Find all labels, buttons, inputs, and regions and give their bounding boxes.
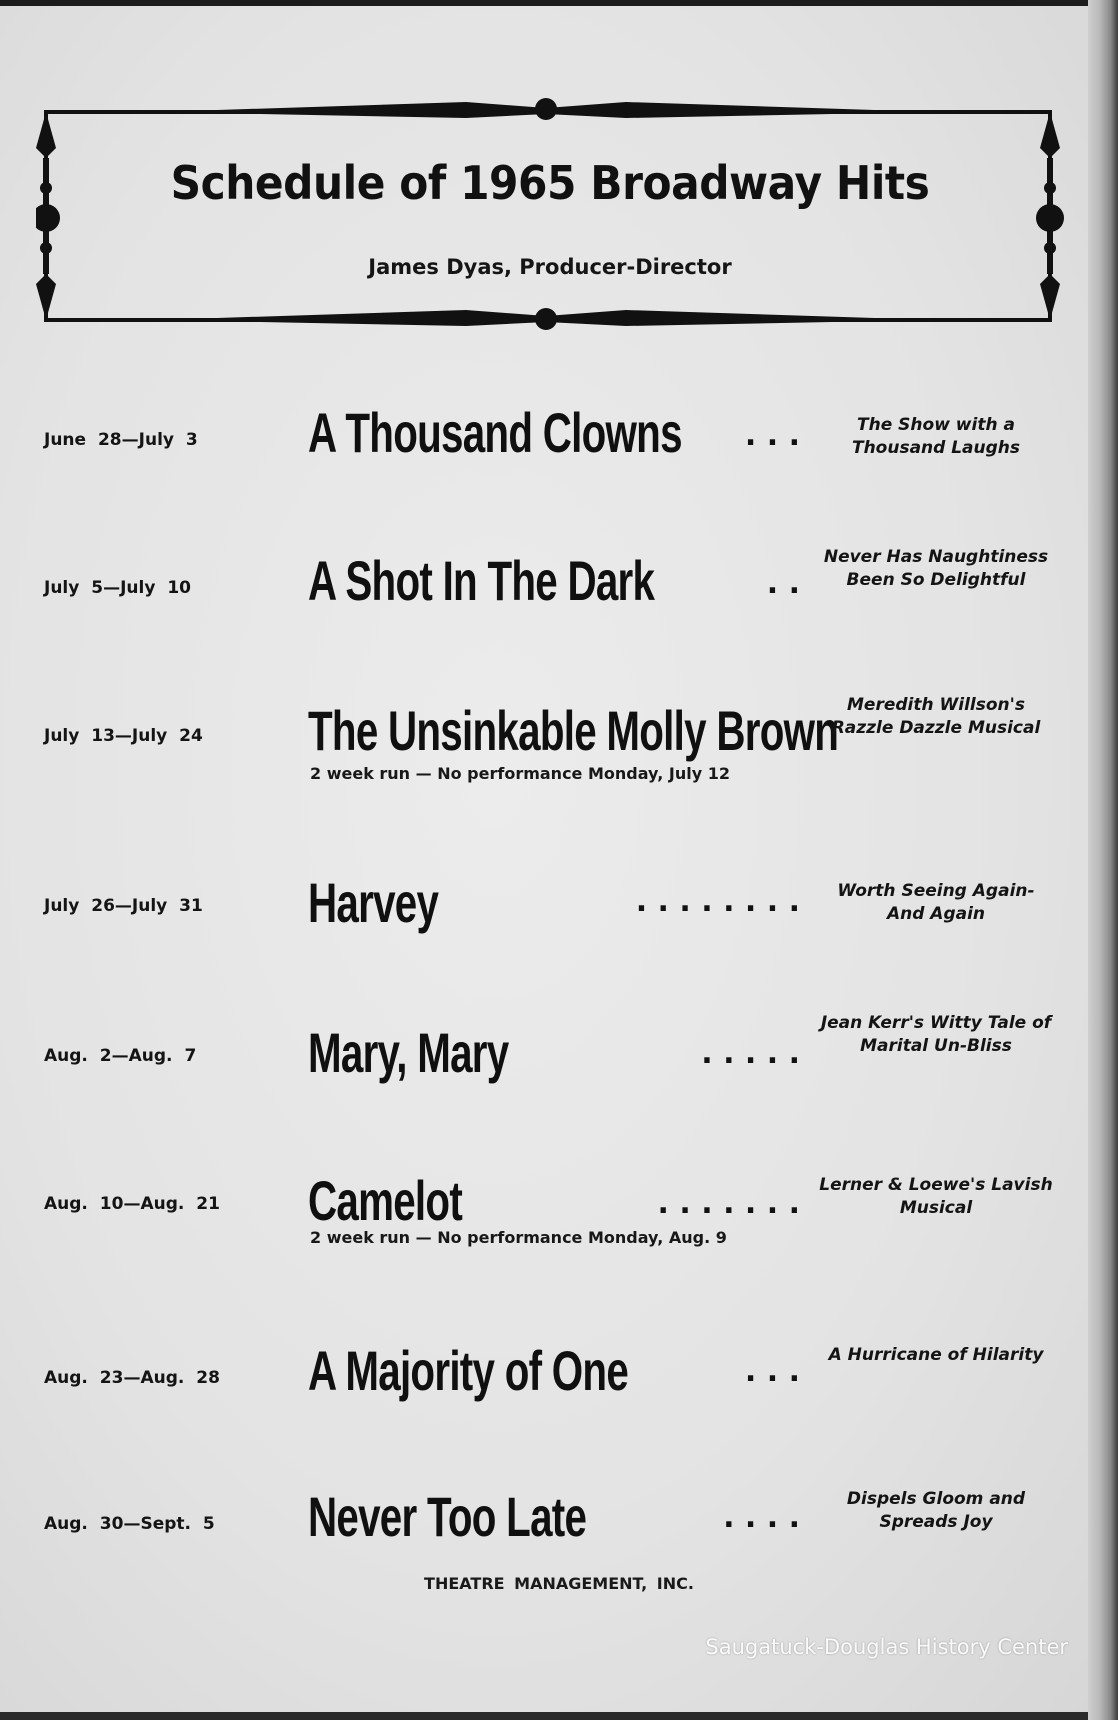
show-tagline: Dispels Gloom and Spreads Joy <box>846 1489 1026 1532</box>
show-title: A Shot In The Dark <box>308 549 655 612</box>
show-title: A Thousand Clowns <box>308 401 682 464</box>
leader-dots: . . <box>766 566 800 601</box>
run-dates: July 5—July 10 <box>44 578 191 598</box>
archive-watermark: Saugatuck-Douglas History Center <box>705 1635 1068 1659</box>
run-dates: July 13—July 24 <box>44 726 203 746</box>
leader-dots: . . . . . . . . <box>635 884 800 919</box>
top-edge <box>0 0 1118 6</box>
show-tagline: Meredith Willson's Razzle Dazzle Musical <box>831 695 1041 738</box>
run-dates: Aug. 30—Sept. 5 <box>44 1514 215 1534</box>
show-tagline: Never Has Naughtiness Been So Delightful <box>823 547 1049 590</box>
run-dates: Aug. 2—Aug. 7 <box>44 1046 197 1066</box>
booklet-spine-edge <box>1088 0 1118 1720</box>
run-dates: July 26—July 31 <box>44 896 203 916</box>
run-note: 2 week run — No performance Monday, Aug. 9 <box>310 1228 727 1247</box>
title-ornamental-frame <box>36 98 1066 334</box>
show-title: The Unsinkable Molly Brown <box>308 699 839 762</box>
leader-dots: . . . <box>744 1354 800 1389</box>
show-tagline: Worth Seeing Again- And Again <box>837 881 1035 924</box>
show-tagline: The Show with a Thousand Laughs <box>851 415 1021 458</box>
producer-credit: James Dyas, Producer-Director <box>368 255 732 279</box>
show-title: Mary, Mary <box>308 1021 509 1084</box>
show-title: A Majority of One <box>308 1339 629 1402</box>
leader-dots: . . . . . . . <box>657 1186 800 1221</box>
run-dates: Aug. 10—Aug. 21 <box>44 1194 220 1214</box>
show-tagline: A Hurricane of Hilarity <box>828 1345 1044 1365</box>
leader-dots: . . . . . <box>701 1036 800 1071</box>
leader-dots: . . . <box>744 418 800 453</box>
show-title: Harvey <box>308 871 439 934</box>
run-note: 2 week run — No performance Monday, July 12 <box>310 764 730 783</box>
show-title: Camelot <box>308 1169 463 1232</box>
footer-credit: THEATRE MANAGEMENT, INC. <box>424 1574 694 1593</box>
show-tagline: Jean Kerr's Witty Tale of Marital Un-Bliss <box>820 1013 1052 1056</box>
page-title: Schedule of 1965 Broadway Hits <box>170 156 930 210</box>
leader-dots: . . . . <box>723 1500 800 1535</box>
run-dates: June 28—July 3 <box>44 430 198 450</box>
show-title: Never Too Late <box>308 1485 587 1548</box>
run-dates: Aug. 23—Aug. 28 <box>44 1368 220 1388</box>
show-tagline: Lerner & Loewe's Lavish Musical <box>819 1175 1053 1218</box>
